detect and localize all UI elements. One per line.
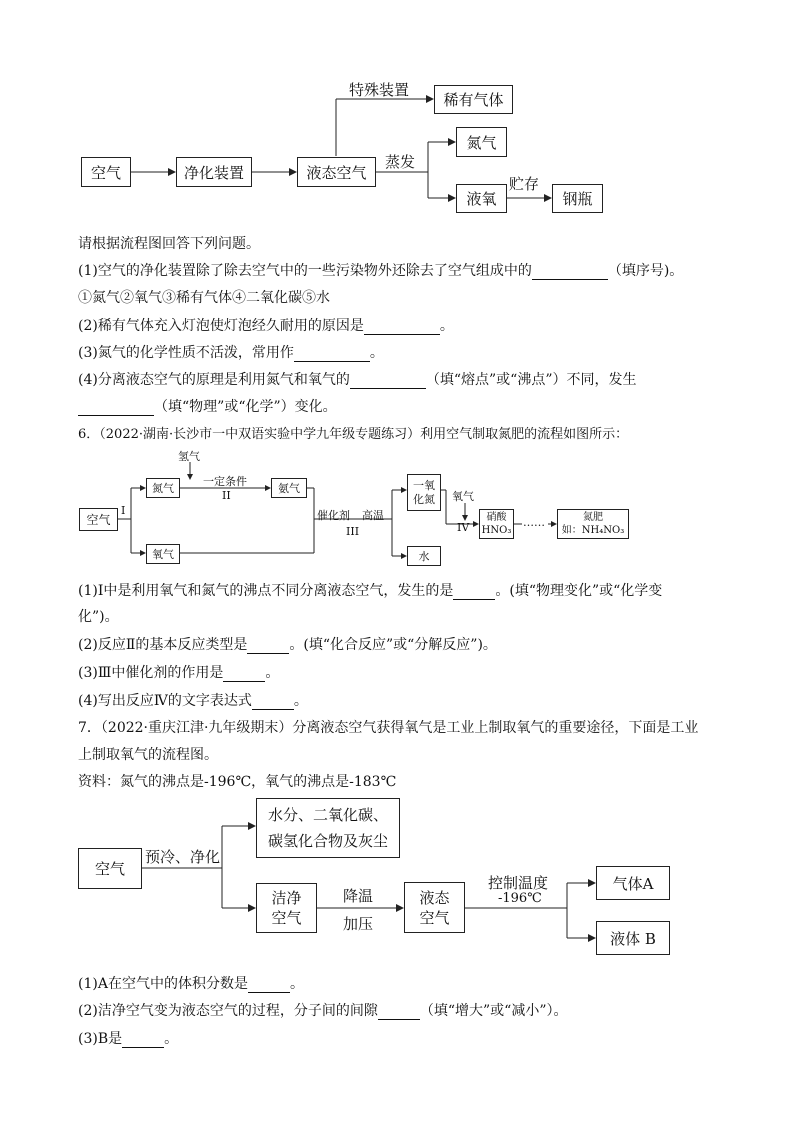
step2-label: II (222, 489, 231, 502)
q6-part2-text: (2)反应Ⅱ的基本反应类型是 (78, 637, 248, 653)
fertilizer-line1: 氮肥 (583, 512, 603, 523)
condition-label: 一定条件 (203, 475, 247, 488)
store-label: 贮存 (509, 175, 540, 193)
q5-part4-suffix2: （填“物理”或“化学”）变化。 (154, 399, 337, 415)
q6-header: 6．（2022·湖南·长沙市一中双语实验中学九年级专题练习）利用空气制取氮肥的流程如图所示： (78, 427, 629, 442)
steel-bottle-box: 钢瓶 (552, 184, 603, 213)
q6-part3-text: (3)Ⅲ中催化剂的作用是 (78, 665, 224, 681)
clean-air-box (256, 883, 317, 933)
q7-header-line2: 上制取氧气的流程图。 (78, 747, 218, 763)
step4-label: IV (457, 521, 470, 534)
rare-gas-box: 稀有气体 (434, 85, 513, 114)
impurities-line2: 碳氢化合物及灰尘 (267, 832, 388, 850)
q6-part1-suffix: 。(填“物理变化”或“化学变 (495, 583, 663, 599)
q5-part1-text: (1)空气的净化装置除了除去空气中的一些污染物外还除去了空气组成中的 (78, 263, 532, 279)
q6-part4-suffix: 。 (293, 693, 308, 709)
q5-part3-suffix: 。 (369, 345, 384, 361)
control-temp-label: 控制温度 (488, 874, 549, 892)
q6-part1-text: (1)Ⅰ中是利用氧气和氮气的沸点不同分离液态空气，发生的是 (78, 583, 454, 599)
q7-part1-suffix: 。 (289, 976, 304, 992)
q6-part1-cont: 化”)。 (78, 609, 119, 625)
q6-part3-suffix: 。 (265, 665, 280, 681)
pressurize-label: 加压 (343, 915, 374, 933)
ammonia-box: 氨气 (271, 478, 307, 498)
q6-part2-suffix: 。(填“化合反应”或“分解反应”)。 (289, 637, 497, 653)
q6-part4-text: (4)写出反应Ⅳ的文字表达式 (78, 693, 252, 709)
impurities-box (256, 798, 400, 858)
air-box: 空气 (79, 508, 118, 531)
q5-part1-suffix: （填序号)。 (607, 263, 684, 279)
q7-part3-text: (3)B是 (78, 1031, 123, 1047)
gas-a-box: 气体A (596, 866, 670, 900)
q7-part2-suffix: （填“增大”或“减小”）。 (419, 1003, 568, 1019)
liquid-oxygen-box: 液氧 (456, 184, 507, 213)
liquid-air-line1: 液态 (419, 888, 450, 907)
evaporate-label: 蒸发 (385, 153, 416, 171)
q7-part3 (78, 1028, 178, 1048)
liquid-air-box: 液态空气 (297, 157, 376, 187)
catalyst-label: 催化剂 (317, 509, 350, 522)
liquid-air-box (404, 882, 465, 933)
q7-part1-text: (1)A在空气中的体积分数是 (78, 976, 248, 992)
liquid-air-line2: 空气 (419, 908, 450, 927)
nitric-acid-line1: 硝酸 (486, 512, 507, 523)
q7-header-line1: 7．（2022·重庆江津·九年级期末）分离液态空气获得氧气是工业上制取氧气的重要途径，下面是工业 (78, 720, 699, 736)
oxygen-box: 氧气 (146, 544, 180, 564)
q7-part1 (78, 973, 304, 993)
special-device-label: 特殊装置 (349, 81, 410, 99)
clean-air-line2: 空气 (271, 909, 302, 927)
nitric-oxide-line1: 一氧 (413, 478, 435, 492)
air-box: 空气 (81, 157, 131, 187)
ellipsis-label: …… (523, 516, 545, 529)
nitrogen-box: 氮气 (146, 478, 180, 498)
q7-part2 (78, 1000, 567, 1020)
q7-part3-suffix: 。 (164, 1031, 179, 1047)
fertilizer-example: 如：NH₄NO₃ (561, 525, 625, 536)
answer-blank[interactable] (122, 1047, 164, 1048)
oxygen-input-label: 氧气 (452, 490, 474, 503)
nitric-oxide-line2: 化氮 (413, 492, 435, 506)
q5-part3-text: (3)氮气的化学性质不活泼，常用作 (78, 345, 294, 361)
precool-label: 预冷、净化 (145, 848, 221, 866)
step3-label: III (346, 525, 360, 538)
q5-options: ①氮气②氧气③稀有气体④二氧化碳⑤水 (78, 290, 330, 306)
step1-label: I (121, 504, 126, 517)
q5-part2-suffix: 。 (439, 318, 454, 334)
impurities-line1: 水分、二氧化碳、 (267, 806, 388, 824)
air-box: 空气 (78, 848, 142, 889)
answer-blank[interactable] (248, 992, 290, 993)
answer-blank[interactable] (378, 1019, 420, 1020)
q7-info: 资料：氮气的沸点是-196℃，氧气的沸点是-183℃ (78, 774, 397, 790)
clean-air-line1: 洁净 (271, 889, 302, 907)
q7-part2-text: (2)洁净空气变为液态空气的过程，分子间的间隙 (78, 1003, 378, 1019)
cool-label: 降温 (343, 887, 374, 905)
q5-part2-text: (2)稀有气体充入灯泡使灯泡经久耐用的原因是 (78, 318, 364, 334)
q5-part4-text: (4)分离液态空气的原理是利用氮气和氧气的 (78, 372, 350, 388)
water-box: 水 (407, 546, 441, 566)
high-temp-label: 高温 (362, 509, 384, 522)
nitric-acid-formula: HNO₃ (481, 525, 512, 536)
nitrogen-box: 氮气 (456, 127, 507, 157)
purifier-box: 净化装置 (176, 157, 252, 187)
q5-part4-suffix: （填“熔点”或“沸点”）不同，发生 (425, 372, 637, 388)
hydrogen-input-label: 氢气 (178, 450, 200, 463)
liquid-b-box: 液体 B (596, 921, 670, 955)
temp-value-label: -196℃ (498, 891, 542, 906)
q5-intro: 请根据流程图回答下列问题。 (78, 236, 260, 252)
